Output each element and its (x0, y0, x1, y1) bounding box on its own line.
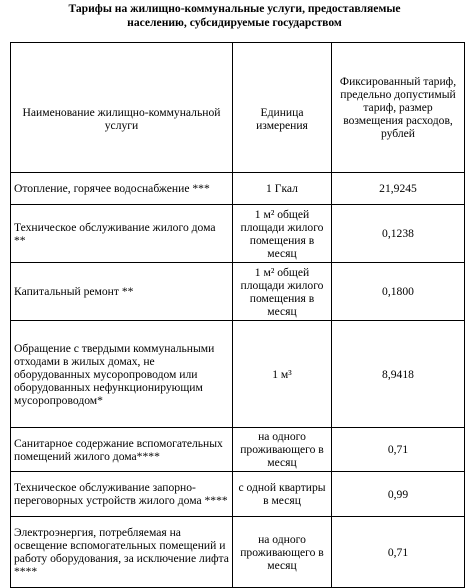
table-header-row (11, 43, 465, 173)
title-line-2: населению, субсидируемые государством (127, 16, 342, 29)
table-row (11, 321, 465, 428)
header-unit: Единица измерения (233, 43, 332, 173)
table-row (11, 263, 465, 321)
header-tariff: Фиксированный тариф, предельно допустимый тариф, размер возмещения расходов, рублей (332, 43, 465, 173)
table-row (11, 517, 465, 588)
row-unit: 1 Гкал (233, 173, 332, 205)
table-row (11, 205, 465, 263)
row-service-name: Капитальный ремонт ** (11, 263, 233, 321)
row-unit: на одного проживающего в месяц (233, 517, 332, 588)
row-service-name: Санитарное содержание вспомогательных помещений жилого дома**** (11, 428, 233, 472)
row-tariff-value: 0,71 (332, 517, 465, 588)
row-tariff-value: 8,9418 (332, 321, 465, 428)
tariffs-table (10, 42, 465, 588)
row-unit: на одного проживающего в месяц (233, 428, 332, 472)
row-service-name: Электроэнергия, потребляемая на освещение вспомогательных помещений и работу оборудования, за исключение лифта **** (11, 517, 233, 588)
row-tariff-value: 0,99 (332, 472, 465, 517)
row-tariff-value: 0,1238 (332, 205, 465, 263)
row-unit: 1 м² общей площади жилого помещения в месяц (233, 205, 332, 263)
row-service-name: Обращение с твердыми коммунальными отходами в жилых домах, не оборудованных мусоропроводом или оборудованных нефункционирующим мусоропроводом* (11, 321, 233, 428)
row-unit: с одной квартиры в месяц (233, 472, 332, 517)
row-service-name: Отопление, горячее водоснабжение *** (11, 173, 233, 205)
document-title (0, 0, 469, 40)
row-service-name: Техническое обслуживание жилого дома ** (11, 205, 233, 263)
row-service-name: Техническое обслуживание запорно-переговорных устройств жилого дома **** (11, 472, 233, 517)
table-row (11, 472, 465, 517)
row-unit: 1 м² общей площади жилого помещения в месяц (233, 263, 332, 321)
row-tariff-value: 21,9245 (332, 173, 465, 205)
row-unit: 1 м³ (233, 321, 332, 428)
row-tariff-value: 0,1800 (332, 263, 465, 321)
table-row (11, 428, 465, 472)
header-service-name: Наименование жилищно-коммунальной услуги (11, 43, 233, 173)
table-row (11, 173, 465, 205)
row-tariff-value: 0,71 (332, 428, 465, 472)
title-line-1: Тарифы на жилищно-коммунальные услуги, предоставляемые (68, 2, 401, 15)
